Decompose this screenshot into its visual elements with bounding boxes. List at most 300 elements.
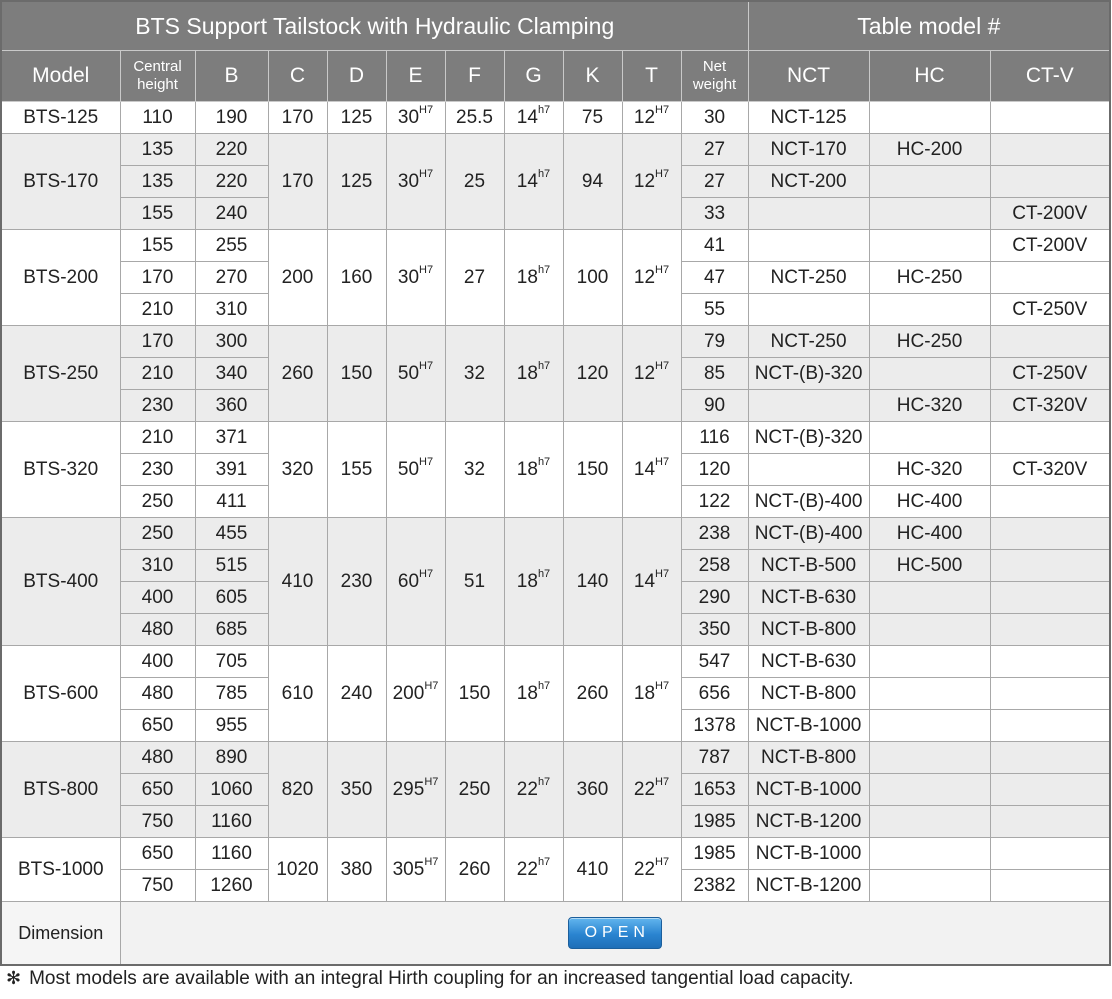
- central-height-cell: 210: [120, 358, 195, 390]
- central-height-cell: 210: [120, 422, 195, 454]
- nct-cell: NCT-B-1000: [748, 710, 869, 742]
- b-cell: 300: [195, 326, 268, 358]
- col-header-e: E: [386, 51, 445, 102]
- central-height-cell: 230: [120, 390, 195, 422]
- central-height-cell: 480: [120, 614, 195, 646]
- b-cell: 360: [195, 390, 268, 422]
- ctv-cell: [990, 870, 1110, 902]
- e-cell: [386, 134, 445, 230]
- model-cell: BTS-1000: [1, 838, 120, 902]
- nct-cell: NCT-B-1000: [748, 774, 869, 806]
- g-cell: [504, 326, 563, 422]
- f-cell: 250: [445, 742, 504, 838]
- t-cell-value: 12: [633, 170, 656, 192]
- ctv-cell: [990, 422, 1110, 454]
- t-cell: [622, 230, 681, 326]
- e-cell-value: 60: [397, 570, 420, 592]
- nct-cell: NCT-(B)-400: [748, 486, 869, 518]
- net-weight-cell: 120: [681, 454, 748, 486]
- g-cell: [504, 838, 563, 902]
- f-cell: 32: [445, 326, 504, 422]
- t-cell-value: 12: [633, 362, 656, 384]
- nct-cell: [748, 390, 869, 422]
- central-height-cell: 230: [120, 454, 195, 486]
- net-weight-cell: 27: [681, 166, 748, 198]
- b-cell: 515: [195, 550, 268, 582]
- e-cell-value: 30: [397, 266, 420, 288]
- spec-table-body: [1, 102, 1110, 902]
- net-weight-cell: 79: [681, 326, 748, 358]
- k-cell: 120: [563, 326, 622, 422]
- c-cell: 260: [268, 326, 327, 422]
- hc-cell: [869, 806, 990, 838]
- g-cell-value: 18: [516, 362, 538, 384]
- hc-cell: [869, 774, 990, 806]
- model-cell: BTS-600: [1, 646, 120, 742]
- e-cell-value: 200: [392, 682, 425, 704]
- ctv-cell: [990, 774, 1110, 806]
- net-weight-cell: 27: [681, 134, 748, 166]
- f-cell: 150: [445, 646, 504, 742]
- c-cell: 820: [268, 742, 327, 838]
- ctv-cell: CT-320V: [990, 390, 1110, 422]
- nct-cell: NCT-(B)-320: [748, 422, 869, 454]
- t-cell-tolerance: H7: [655, 360, 670, 373]
- central-height-cell: 155: [120, 198, 195, 230]
- b-cell: 310: [195, 294, 268, 326]
- d-cell: 125: [327, 102, 386, 134]
- table-row: [1, 230, 1110, 262]
- nct-cell: NCT-B-1200: [748, 806, 869, 838]
- nct-cell: NCT-200: [748, 166, 869, 198]
- table-row: [1, 646, 1110, 678]
- g-cell-tolerance: h7: [537, 360, 551, 373]
- hc-cell: [869, 422, 990, 454]
- table-row: [1, 134, 1110, 166]
- footnote-text: Most models are available with an integral Hirth coupling for an increased tangential load capacity.: [29, 968, 854, 989]
- t-cell-tolerance: H7: [655, 456, 670, 469]
- c-cell: 610: [268, 646, 327, 742]
- hc-cell: [869, 646, 990, 678]
- central-height-cell: 250: [120, 518, 195, 550]
- t-cell-tolerance: H7: [655, 104, 670, 117]
- ctv-cell: CT-250V: [990, 358, 1110, 390]
- hc-cell: [869, 358, 990, 390]
- nct-cell: NCT-(B)-400: [748, 518, 869, 550]
- central-height-cell: 750: [120, 806, 195, 838]
- b-cell: 1260: [195, 870, 268, 902]
- net-weight-cell: 1653: [681, 774, 748, 806]
- col-header-d: D: [327, 51, 386, 102]
- t-cell: [622, 134, 681, 230]
- table-row: [1, 518, 1110, 550]
- hc-cell: [869, 742, 990, 774]
- t-cell-tolerance: H7: [655, 568, 670, 581]
- e-cell: [386, 230, 445, 326]
- g-cell-tolerance: h7: [537, 856, 551, 869]
- net-weight-cell: 258: [681, 550, 748, 582]
- g-cell-value: 22: [516, 778, 538, 800]
- table-row: [1, 102, 1110, 134]
- g-cell-value: 14: [516, 106, 538, 128]
- k-cell: 260: [563, 646, 622, 742]
- hc-cell: HC-200: [869, 134, 990, 166]
- hc-cell: [869, 870, 990, 902]
- e-cell-value: 50: [397, 458, 420, 480]
- model-cell: BTS-800: [1, 742, 120, 838]
- b-cell: 340: [195, 358, 268, 390]
- nct-cell: NCT-170: [748, 134, 869, 166]
- table-row: [1, 838, 1110, 870]
- e-cell-value: 305: [392, 858, 425, 880]
- nct-cell: NCT-B-800: [748, 678, 869, 710]
- d-cell: 350: [327, 742, 386, 838]
- hc-cell: [869, 294, 990, 326]
- hc-cell: HC-400: [869, 518, 990, 550]
- g-cell: [504, 102, 563, 134]
- hc-cell: HC-500: [869, 550, 990, 582]
- dimension-label: Dimension: [1, 902, 120, 966]
- b-cell: 371: [195, 422, 268, 454]
- net-weight-cell: 290: [681, 582, 748, 614]
- b-cell: 1160: [195, 838, 268, 870]
- nct-cell: [748, 454, 869, 486]
- nct-cell: NCT-125: [748, 102, 869, 134]
- ctv-cell: [990, 646, 1110, 678]
- col-header-ctv: CT-V: [990, 51, 1110, 102]
- hc-cell: HC-320: [869, 390, 990, 422]
- k-cell: 410: [563, 838, 622, 902]
- b-cell: 190: [195, 102, 268, 134]
- net-weight-cell: 41: [681, 230, 748, 262]
- t-cell-tolerance: H7: [655, 168, 670, 181]
- e-cell-tolerance: H7: [419, 456, 434, 469]
- g-cell-value: 18: [516, 682, 538, 704]
- t-cell: [622, 646, 681, 742]
- model-cell: BTS-170: [1, 134, 120, 230]
- central-height-cell: 155: [120, 230, 195, 262]
- ctv-cell: [990, 614, 1110, 646]
- e-cell-tolerance: H7: [424, 680, 439, 693]
- e-cell: [386, 518, 445, 646]
- b-cell: 240: [195, 198, 268, 230]
- g-cell-tolerance: h7: [537, 680, 551, 693]
- g-cell: [504, 518, 563, 646]
- g-cell-value: 14: [516, 170, 538, 192]
- col-header-c: C: [268, 51, 327, 102]
- net-weight-cell: 1985: [681, 838, 748, 870]
- t-cell: [622, 838, 681, 902]
- b-cell: 685: [195, 614, 268, 646]
- central-height-cell: 480: [120, 678, 195, 710]
- e-cell-tolerance: H7: [424, 776, 439, 789]
- central-height-cell: 170: [120, 262, 195, 294]
- nct-cell: [748, 294, 869, 326]
- table-row: [1, 742, 1110, 774]
- col-header-hc: HC: [869, 51, 990, 102]
- g-cell-tolerance: h7: [537, 456, 551, 469]
- ctv-cell: [990, 678, 1110, 710]
- col-header-model: Model: [1, 51, 120, 102]
- net-weight-cell: 47: [681, 262, 748, 294]
- model-cell: BTS-200: [1, 230, 120, 326]
- ctv-cell: [990, 326, 1110, 358]
- t-cell-value: 12: [633, 106, 656, 128]
- e-cell-value: 30: [397, 170, 420, 192]
- ctv-cell: CT-200V: [990, 198, 1110, 230]
- model-cell: BTS-125: [1, 102, 120, 134]
- central-height-cell: 170: [120, 326, 195, 358]
- central-height-cell: 210: [120, 294, 195, 326]
- model-cell: BTS-250: [1, 326, 120, 422]
- e-cell-tolerance: H7: [419, 168, 434, 181]
- t-cell-value: 14: [633, 458, 656, 480]
- nct-cell: [748, 198, 869, 230]
- nct-cell: [748, 230, 869, 262]
- b-cell: 1060: [195, 774, 268, 806]
- b-cell: 255: [195, 230, 268, 262]
- central-height-cell: 250: [120, 486, 195, 518]
- g-cell: [504, 134, 563, 230]
- central-height-cell: 400: [120, 646, 195, 678]
- ctv-cell: CT-200V: [990, 230, 1110, 262]
- nct-cell: NCT-B-1200: [748, 870, 869, 902]
- g-cell-value: 18: [516, 458, 538, 480]
- nct-cell: NCT-(B)-320: [748, 358, 869, 390]
- g-cell-tolerance: h7: [537, 168, 551, 181]
- ctv-cell: [990, 582, 1110, 614]
- k-cell: 75: [563, 102, 622, 134]
- t-cell-value: 22: [633, 858, 656, 880]
- col-header-k: K: [563, 51, 622, 102]
- nct-cell: NCT-250: [748, 262, 869, 294]
- table-title: BTS Support Tailstock with Hydraulic Clamping: [1, 1, 748, 51]
- central-height-cell: 310: [120, 550, 195, 582]
- central-height-cell: 480: [120, 742, 195, 774]
- ctv-cell: [990, 550, 1110, 582]
- g-cell-tolerance: h7: [537, 264, 551, 277]
- ctv-cell: [990, 102, 1110, 134]
- b-cell: 1160: [195, 806, 268, 838]
- ctv-cell: CT-320V: [990, 454, 1110, 486]
- t-cell: [622, 742, 681, 838]
- hc-cell: [869, 582, 990, 614]
- net-weight-cell: 1378: [681, 710, 748, 742]
- e-cell-tolerance: H7: [424, 856, 439, 869]
- d-cell: 155: [327, 422, 386, 518]
- model-cell: BTS-320: [1, 422, 120, 518]
- e-cell-value: 50: [397, 362, 420, 384]
- b-cell: 270: [195, 262, 268, 294]
- net-weight-cell: 85: [681, 358, 748, 390]
- central-height-cell: 110: [120, 102, 195, 134]
- central-height-cell: 650: [120, 838, 195, 870]
- hc-cell: HC-400: [869, 486, 990, 518]
- col-header-nct: NCT: [748, 51, 869, 102]
- ctv-cell: [990, 134, 1110, 166]
- b-cell: 411: [195, 486, 268, 518]
- g-cell: [504, 230, 563, 326]
- col-header-t: T: [622, 51, 681, 102]
- e-cell: [386, 422, 445, 518]
- ctv-cell: [990, 486, 1110, 518]
- b-cell: 705: [195, 646, 268, 678]
- model-cell: BTS-400: [1, 518, 120, 646]
- open-dimension-button[interactable]: OPEN: [568, 917, 662, 949]
- net-weight-cell: 547: [681, 646, 748, 678]
- table-model-title: Table model #: [748, 1, 1110, 51]
- nct-cell: NCT-B-630: [748, 646, 869, 678]
- e-cell: [386, 838, 445, 902]
- footnote: [6, 968, 854, 990]
- e-cell-value: 295: [392, 778, 425, 800]
- e-cell-tolerance: H7: [419, 568, 434, 581]
- net-weight-cell: 656: [681, 678, 748, 710]
- nct-cell: NCT-B-1000: [748, 838, 869, 870]
- g-cell: [504, 742, 563, 838]
- b-cell: 220: [195, 134, 268, 166]
- hc-cell: [869, 166, 990, 198]
- central-height-cell: 650: [120, 710, 195, 742]
- nct-cell: NCT-B-500: [748, 550, 869, 582]
- nct-cell: NCT-B-630: [748, 582, 869, 614]
- ctv-cell: [990, 806, 1110, 838]
- net-weight-cell: 90: [681, 390, 748, 422]
- f-cell: 32: [445, 422, 504, 518]
- d-cell: 150: [327, 326, 386, 422]
- ctv-cell: [990, 838, 1110, 870]
- col-header-g: G: [504, 51, 563, 102]
- ctv-cell: [990, 262, 1110, 294]
- b-cell: 605: [195, 582, 268, 614]
- f-cell: 25: [445, 134, 504, 230]
- b-cell: 785: [195, 678, 268, 710]
- ctv-cell: [990, 710, 1110, 742]
- hc-cell: [869, 102, 990, 134]
- ctv-cell: [990, 518, 1110, 550]
- c-cell: 1020: [268, 838, 327, 902]
- hc-cell: [869, 838, 990, 870]
- central-height-cell: 135: [120, 166, 195, 198]
- k-cell: 150: [563, 422, 622, 518]
- k-cell: 140: [563, 518, 622, 646]
- central-height-cell: 650: [120, 774, 195, 806]
- dimension-cell: [120, 902, 1110, 966]
- hc-cell: [869, 710, 990, 742]
- t-cell-tolerance: H7: [655, 264, 670, 277]
- f-cell: 260: [445, 838, 504, 902]
- e-cell-value: 30: [397, 106, 420, 128]
- hc-cell: [869, 614, 990, 646]
- hc-cell: [869, 230, 990, 262]
- table-row: [1, 422, 1110, 454]
- g-cell-value: 22: [516, 858, 538, 880]
- d-cell: 380: [327, 838, 386, 902]
- e-cell: [386, 326, 445, 422]
- net-weight-cell: 238: [681, 518, 748, 550]
- e-cell: [386, 742, 445, 838]
- t-cell-tolerance: H7: [655, 856, 670, 869]
- f-cell: 51: [445, 518, 504, 646]
- c-cell: 320: [268, 422, 327, 518]
- hc-cell: HC-320: [869, 454, 990, 486]
- e-cell: [386, 646, 445, 742]
- net-weight-cell: 350: [681, 614, 748, 646]
- g-cell-tolerance: h7: [537, 104, 551, 117]
- net-weight-cell: 1985: [681, 806, 748, 838]
- t-cell-tolerance: H7: [655, 680, 670, 693]
- d-cell: 160: [327, 230, 386, 326]
- net-weight-cell: 33: [681, 198, 748, 230]
- f-cell: 27: [445, 230, 504, 326]
- g-cell-tolerance: h7: [537, 568, 551, 581]
- nct-cell: NCT-250: [748, 326, 869, 358]
- nct-cell: NCT-B-800: [748, 742, 869, 774]
- e-cell-tolerance: H7: [419, 360, 434, 373]
- g-cell-tolerance: h7: [537, 776, 551, 789]
- t-cell: [622, 326, 681, 422]
- col-header-central-height: Central height: [120, 51, 195, 102]
- nct-cell: NCT-B-800: [748, 614, 869, 646]
- col-header-net-weight: Net weight: [681, 51, 748, 102]
- t-cell-value: 12: [633, 266, 656, 288]
- asterisk-icon: ✻: [6, 968, 22, 988]
- ctv-cell: [990, 742, 1110, 774]
- b-cell: 890: [195, 742, 268, 774]
- t-cell: [622, 102, 681, 134]
- d-cell: 240: [327, 646, 386, 742]
- net-weight-cell: 2382: [681, 870, 748, 902]
- c-cell: 410: [268, 518, 327, 646]
- t-cell-value: 22: [633, 778, 656, 800]
- net-weight-cell: 122: [681, 486, 748, 518]
- t-cell-tolerance: H7: [655, 776, 670, 789]
- b-cell: 455: [195, 518, 268, 550]
- c-cell: 200: [268, 230, 327, 326]
- g-cell: [504, 646, 563, 742]
- dimension-row: [1, 902, 1110, 966]
- net-weight-cell: 116: [681, 422, 748, 454]
- hc-cell: HC-250: [869, 326, 990, 358]
- net-weight-cell: 30: [681, 102, 748, 134]
- k-cell: 360: [563, 742, 622, 838]
- central-height-cell: 400: [120, 582, 195, 614]
- b-cell: 955: [195, 710, 268, 742]
- g-cell-value: 18: [516, 266, 538, 288]
- g-cell: [504, 422, 563, 518]
- net-weight-cell: 787: [681, 742, 748, 774]
- k-cell: 100: [563, 230, 622, 326]
- central-height-cell: 750: [120, 870, 195, 902]
- table-row: [1, 326, 1110, 358]
- e-cell-tolerance: H7: [419, 264, 434, 277]
- hc-cell: HC-250: [869, 262, 990, 294]
- c-cell: 170: [268, 134, 327, 230]
- hc-cell: [869, 198, 990, 230]
- b-cell: 220: [195, 166, 268, 198]
- col-header-f: F: [445, 51, 504, 102]
- ctv-cell: [990, 166, 1110, 198]
- t-cell: [622, 518, 681, 646]
- central-height-cell: 135: [120, 134, 195, 166]
- b-cell: 391: [195, 454, 268, 486]
- column-header-row: [1, 51, 1110, 102]
- d-cell: 230: [327, 518, 386, 646]
- t-cell-value: 18: [633, 682, 656, 704]
- col-header-b: B: [195, 51, 268, 102]
- d-cell: 125: [327, 134, 386, 230]
- t-cell-value: 14: [633, 570, 656, 592]
